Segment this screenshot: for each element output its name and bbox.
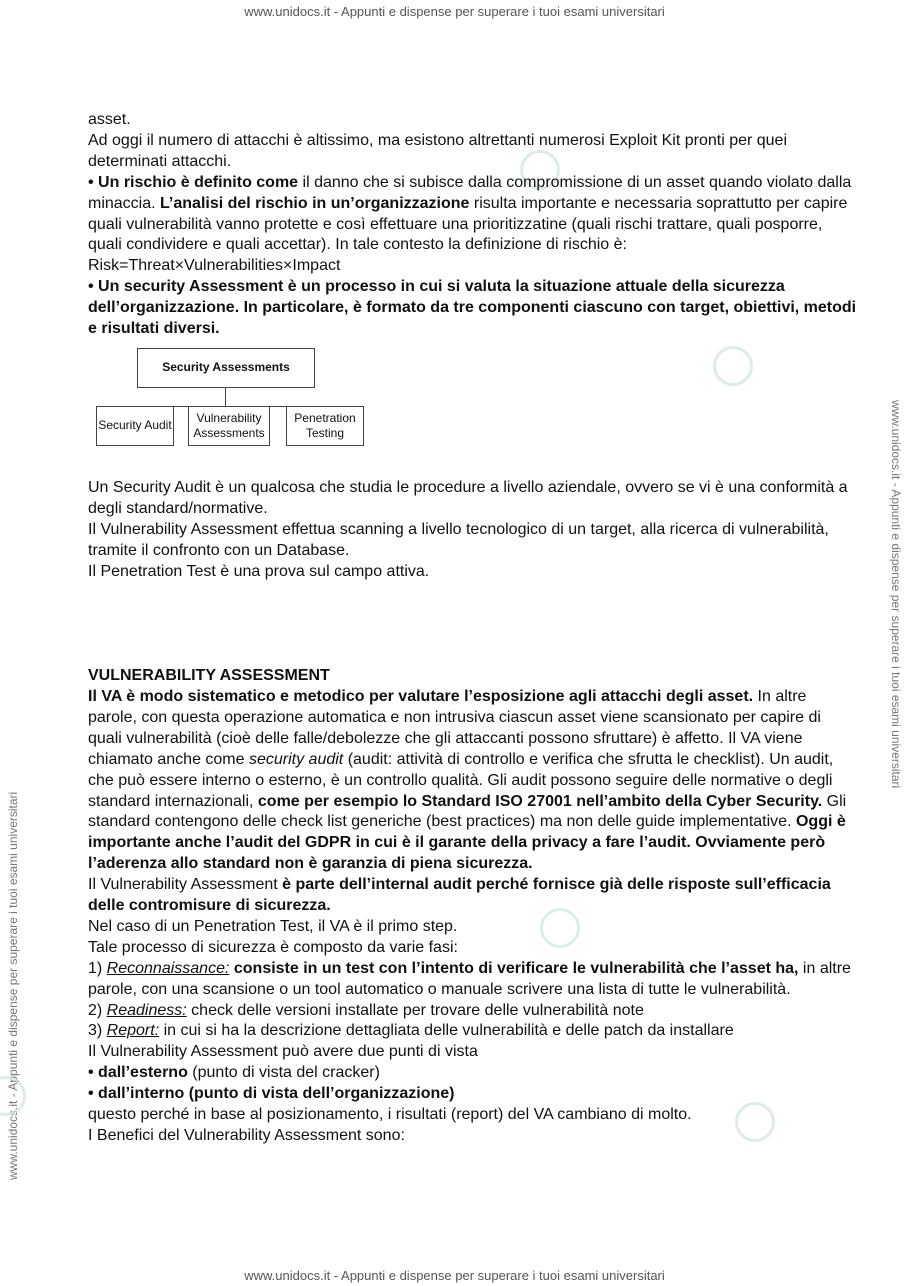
- text: il danno che si subisce dalla compromissione di un asset quando violato dalla minaccia.: [88, 173, 852, 212]
- text: (punto di vista del cracker): [187, 1064, 380, 1082]
- text: Il Vulnerability Assessment: [88, 876, 283, 894]
- list-item: [88, 1063, 858, 1084]
- watermark-side-right: www.unidocs.it - Appunti e dispense per superare i tuoi esami universitari: [889, 400, 903, 789]
- watermark-side-left: www.unidocs.it - Appunti e dispense per superare i tuoi esami universitari: [6, 791, 20, 1180]
- phase-item: [88, 1021, 858, 1042]
- diagram-root-box: Security Assessments: [137, 348, 315, 388]
- diagram-child-box: Penetration Testing: [286, 406, 364, 446]
- phase-name: Report:: [106, 1022, 160, 1040]
- bold-text: Il VA è modo sistematico e metodico per valutare l’esposizione agli attacchi degli asset.: [88, 687, 754, 705]
- list-item: • dall’interno (punto di vista dell’organizzazione): [88, 1085, 455, 1103]
- paragraph: Un Security Audit è un qualcosa che studia le procedure a livello aziendale, ovvero se vi è una conformità a degli standard/normative.: [88, 478, 848, 517]
- bold-text: • dall’esterno: [88, 1064, 188, 1082]
- paragraph: Nel caso di un Penetration Test, il VA è il primo step.: [88, 917, 458, 935]
- text: (audit: attività di controllo e verifica che sfrutta le checklist). Un audit, che può essere interno o esterno, è un controllo qualità. Gli audit possono seguire delle normative o degli standard internazionali,: [88, 750, 834, 810]
- phase-number: 2): [88, 1001, 107, 1019]
- paragraph: Ad oggi il numero di attacchi è altissimo, ma esistono altrettanti numerosi Exploit Kit pronti per quei determinati attacchi.: [88, 131, 788, 170]
- text: Gli standard contengono delle check list generiche (best practices) ma non delle guide implementative.: [88, 792, 847, 831]
- watermark-logo-icon: [0, 1076, 26, 1116]
- diagram-child-box: Security Audit: [96, 406, 174, 446]
- text: In altre parole, con questa operazione automatica e non intrusiva ciascun asset viene scansionato per capire di quali vulnerabilità (cioè delle falle/debolezze che gli attaccanti possono sfruttare) è affetto. Il VA viene chiamato anche come: [88, 687, 821, 768]
- document-body: [88, 110, 858, 1147]
- phase-number: 1): [88, 959, 107, 977]
- paragraph: asset.: [88, 111, 131, 128]
- paragraph: I Benefici del Vulnerability Assessment sono:: [88, 1127, 405, 1144]
- security-assessments-diagram: [92, 348, 382, 458]
- paragraph-security-assessment: • Un security Assessment è un processo in cui si valuta la situazione attuale della sicurezza dell’organizzazione. In particolare, è formato da tre componenti ciascuno con target, obiettivi, metodi e risultati diversi.: [88, 278, 857, 338]
- italic-text: security audit: [248, 750, 344, 768]
- text: in altre parole, con una scansione o un tool automatico o manuale scrivere una lista di tutte le vulnerabilità.: [88, 959, 851, 998]
- paragraph-risk: [88, 173, 858, 278]
- phase-number: 3): [88, 1022, 107, 1040]
- paragraph-va-intro: [88, 687, 858, 875]
- bold-text: • Un rischio è definito come: [88, 173, 299, 191]
- text: check delle versioni installate per trovare delle vulnerabilità note: [186, 1001, 644, 1019]
- paragraph: [88, 875, 858, 917]
- bold-text: L’analisi del rischio in un’organizzazione: [160, 194, 470, 212]
- bold-text: è parte dell’internal audit perché fornisce già delle risposte sull’efficacia delle contromisure di sicurezza.: [88, 876, 831, 915]
- diagram-child-box: Vulnerability Assessments: [188, 406, 270, 446]
- phase-item: [88, 959, 858, 1001]
- phase-name: Readiness:: [106, 1001, 187, 1019]
- paragraph: Tale processo di sicurezza è composto da varie fasi:: [88, 938, 458, 956]
- paragraph: Il Vulnerability Assessment effettua scanning a livello tecnologico di un target, alla ricerca di vulnerabilità, tramite il confronto con un Database.: [88, 520, 829, 559]
- text: risulta importante e necessaria soprattutto per capire quali vulnerabilità vanno protette e così effettuare una prioritizzatine (quali rischi trattare, quali posporre, quali condividere e quali accettar). In tale contesto la definizione di rischio è: Risk=Threat×Vulnerabilities×Impact: [88, 194, 848, 275]
- bold-text: Oggi è importante anche l’audit del GDPR in cui è il garante della privacy a fare l’audit. Ovviamente però l’aderenza allo standard non è garanzia di piena sicurezza.: [88, 813, 846, 873]
- phase-item: [88, 1001, 858, 1022]
- watermark-header: www.unidocs.it - Appunti e dispense per superare i tuoi esami universitari: [244, 4, 665, 19]
- text: in cui si ha la descrizione dettagliata delle vulnerabilità e delle patch da installare: [159, 1022, 734, 1040]
- watermark-footer: www.unidocs.it - Appunti e dispense per superare i tuoi esami universitari: [244, 1268, 665, 1283]
- paragraph: questo perché in base al posizionamento, i risultati (report) del VA cambiano di molto.: [88, 1106, 692, 1124]
- bold-text: consiste in un test con l’intento di verificare le vulnerabilità che l’asset ha,: [229, 959, 799, 977]
- paragraph: Il Penetration Test è una prova sul campo attiva.: [88, 562, 430, 580]
- paragraph: Il Vulnerability Assessment può avere due punti di vista: [88, 1043, 478, 1061]
- section-heading: VULNERABILITY ASSESSMENT: [88, 667, 330, 685]
- phase-name: Reconnaissance:: [106, 959, 230, 977]
- bold-text: come per esempio lo Standard ISO 27001 nell’ambito della Cyber Security.: [257, 792, 823, 810]
